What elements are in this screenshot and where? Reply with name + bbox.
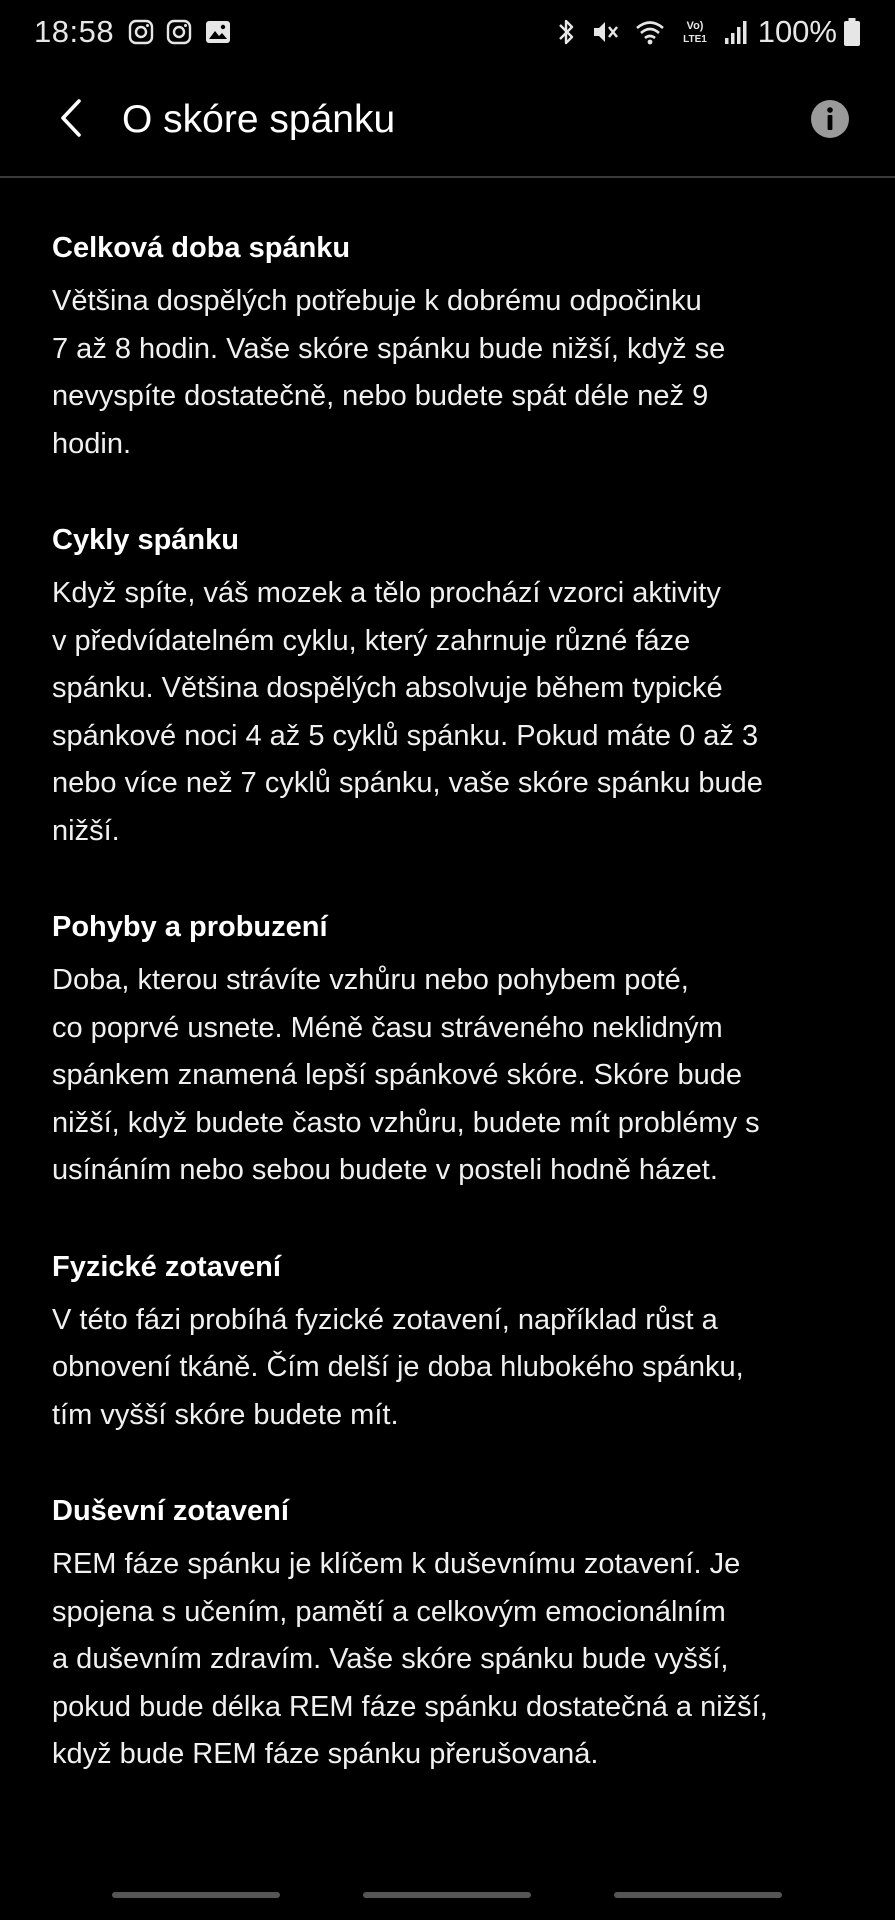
section-sleep-cycles bbox=[52, 520, 852, 855]
nav-back-handle[interactable] bbox=[614, 1892, 782, 1898]
section-title: Pohyby a probuzení bbox=[52, 911, 328, 943]
section-body: REM fáze spánku je klíčem k duševnímu zotavení. Je spojena s učením, pamětí a celkovým emocionálním a duševním zdravím. Vaše skóre spánku bude vyšší, pokud bude délka REM fáze spánku dostatečná a nižší, když bude REM fáze spánku přerušovaná. bbox=[52, 1548, 768, 1770]
section-title: Duševní zotavení bbox=[52, 1495, 289, 1527]
section-physical-recovery bbox=[52, 1247, 852, 1440]
bluetooth-icon bbox=[556, 17, 576, 47]
section-title: Fyzické zotavení bbox=[52, 1250, 281, 1283]
section-movements-and-awakenings bbox=[52, 907, 852, 1195]
chevron-left-icon bbox=[55, 97, 85, 144]
nav-recents-handle[interactable] bbox=[112, 1892, 280, 1898]
wifi-icon bbox=[634, 18, 666, 46]
section-title: Celková doba spánku bbox=[52, 232, 351, 264]
svg-text:LTE1: LTE1 bbox=[682, 34, 707, 45]
status-bar-right bbox=[542, 14, 861, 50]
section-body: Když spíte, váš mozek a tělo prochází vzorci aktivity v předvídatelném cyklu, který zahrnuje různé fáze spánku. Většina dospělých absolvuje během typické spánkové noci 4 až 5 cyklů spánku. Pokud máte 0 až 3 nebo více než 7 cyklů spánku, vaše skóre spánku bude nižší. bbox=[52, 577, 763, 847]
navigation-bar bbox=[0, 1876, 895, 1920]
mute-icon bbox=[590, 17, 620, 47]
instagram-icon bbox=[166, 19, 192, 45]
page-title: O skóre spánku bbox=[122, 98, 396, 141]
svg-text:Vo): Vo) bbox=[686, 20, 704, 32]
back-button[interactable] bbox=[44, 88, 96, 152]
app-bar bbox=[0, 64, 895, 178]
info-icon bbox=[809, 127, 851, 144]
battery-icon bbox=[843, 17, 861, 47]
section-body: Doba, kterou strávíte vzhůru nebo pohybem poté, co poprvé usnete. Méně času stráveného neklidným spánkem znamená lepší spánkové skóre. Skóre bude nižší, když budete často vzhůru, budete mít problémy s usínáním nebo sebou budete v posteli hodně házet. bbox=[52, 964, 760, 1186]
status-time: 18:58 bbox=[34, 14, 115, 49]
lte-icon bbox=[680, 17, 710, 47]
gallery-icon bbox=[204, 19, 232, 45]
section-total-sleep-time bbox=[52, 228, 852, 468]
section-mental-recovery bbox=[52, 1491, 852, 1779]
battery-percent: 100% bbox=[757, 14, 837, 49]
info-button[interactable] bbox=[809, 98, 851, 140]
section-body: V této fázi probíhá fyzické zotavení, například růst a obnovení tkáně. Čím delší je doba hlubokého spánku, tím vyšší skóre budete mít. bbox=[52, 1303, 744, 1431]
nav-home-handle[interactable] bbox=[363, 1892, 531, 1898]
instagram-icon bbox=[128, 19, 154, 45]
signal-icon bbox=[724, 18, 748, 46]
status-bar bbox=[0, 0, 895, 64]
status-bar-left bbox=[34, 14, 244, 50]
section-title: Cykly spánku bbox=[52, 524, 239, 556]
sleep-score-info-content bbox=[52, 228, 852, 1831]
section-body: Většina dospělých potřebuje k dobrému odpočinku 7 až 8 hodin. Vaše skóre spánku bude nižší, když se nevyspíte dostatečně, nebo budete spát déle než 9 hodin. bbox=[52, 285, 726, 460]
